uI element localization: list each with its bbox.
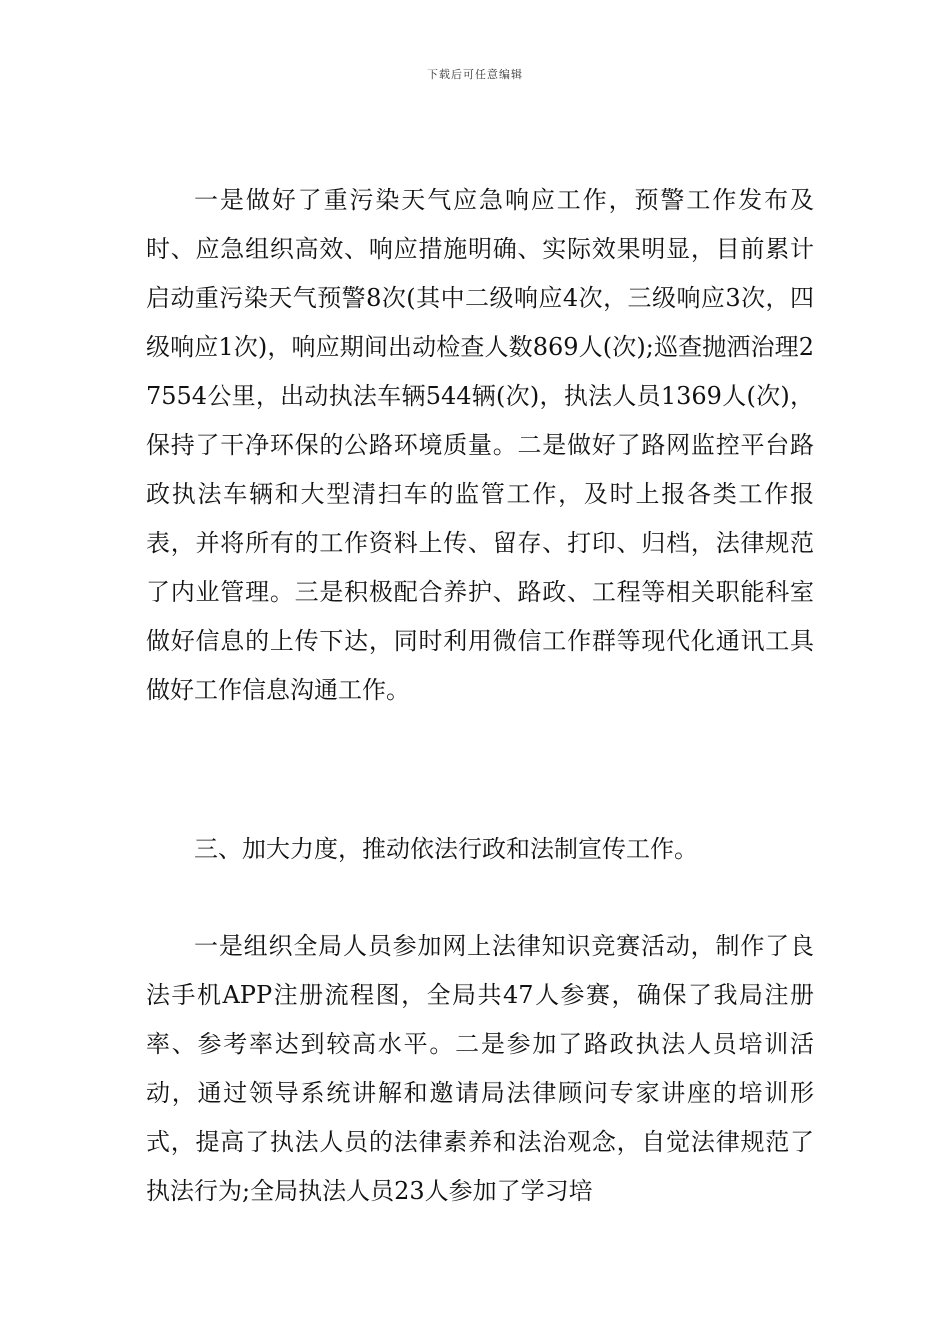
page-header-note: 下载后可任意编辑	[427, 68, 523, 81]
body-paragraph-1: 一是做好了重污染天气应急响应工作，预警工作发布及时、应急组织高效、响应措施明确、实际效果明显，目前累计启动重污染天气预警8次(其中二级响应4次，三级响应3次，四级响应1次)，响应期间出动检查人数869人(次);巡查抛洒治理27554公里，出动执法车辆544辆(次)，执法人员1369人(次)，保持了干净环保的公路环境质量。二是做好了路网监控平台路政执法车辆和大型清扫车的监管工作，及时上报各类工作报表，并将所有的工作资料上传、留存、打印、归档，法律规范了内业管理。三是积极配合养护、路政、工程等相关职能科室做好信息的上传下达，同时利用微信工作群等现代化通讯工具做好工作信息沟通工作。	[146, 186, 814, 704]
section-heading: 三、加大力度，推动依法行政和法制宣传工作。	[194, 835, 698, 863]
body-paragraph-2: 一是组织全局人员参加网上法律知识竞赛活动，制作了良法手机APP注册流程图，全局共47人参赛，确保了我局注册率、参考率达到较高水平。二是参加了路政执法人员培训活动，通过领导系统讲解和邀请局法律顾问专家讲座的培训形式，提高了执法人员的法律素养和法治观念，自觉法律规范了执法行为;全局执法人员23人参加了学习培	[146, 932, 814, 1205]
